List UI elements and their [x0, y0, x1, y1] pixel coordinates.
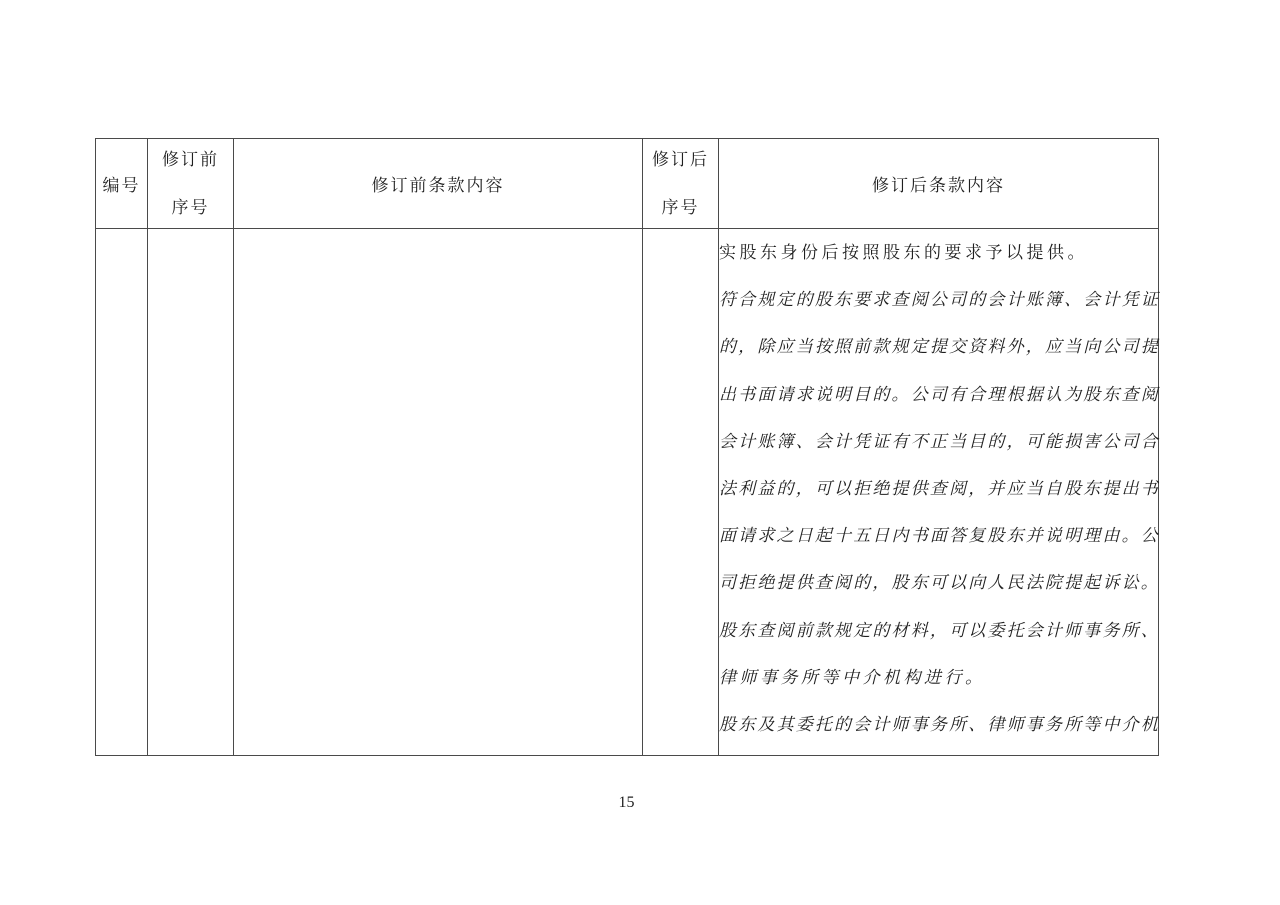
text-line: 股东及其委托的会计师事务所、律师事务所等中介机 — [719, 714, 1158, 734]
header-post-serial — [643, 139, 719, 229]
cell-post-content — [719, 229, 1159, 756]
cell-number — [96, 229, 148, 756]
header-post-serial-stack — [643, 151, 718, 217]
header-post-content-label: 修订后条款内容 — [872, 176, 1005, 195]
table-header-row — [96, 139, 1159, 229]
cell-pre-serial — [148, 229, 234, 756]
cell-pre-content — [234, 229, 643, 756]
cell-post-serial — [643, 229, 719, 756]
page-number: 15 — [618, 794, 635, 811]
text-line: 股东查阅前款规定的材料，可以委托会计师事务所、 — [719, 620, 1158, 640]
header-pre-serial — [148, 139, 234, 229]
text-line: 的，除应当按照前款规定提交资料外，应当向公司提 — [719, 337, 1158, 357]
text-line: 面请求之日起十五日内书面答复股东并说明理由。公 — [719, 526, 1158, 546]
text-line: 律师事务所等中介机构进行。 — [719, 667, 986, 687]
content-paragraph — [719, 701, 1158, 748]
header-number — [96, 139, 148, 229]
content-paragraph — [719, 229, 1158, 276]
text-line: 符合规定的股东要求查阅公司的会计账簿、会计凭证 — [719, 290, 1158, 310]
content-paragraph — [719, 607, 1158, 701]
header-pre-serial-line2: 序号 — [171, 197, 210, 217]
header-pre-content-label: 修订前条款内容 — [371, 176, 505, 195]
header-post-serial-line2: 序号 — [661, 197, 700, 217]
text-line: 实股东身份后按照股东的要求予以提供。 — [719, 243, 1088, 262]
header-pre-serial-line1: 修订前 — [162, 149, 219, 169]
header-pre-serial-stack — [148, 151, 233, 217]
text-line: 出书面请求说明目的。公司有合理根据认为股东查阅 — [719, 384, 1158, 404]
text-line: 会计账簿、会计凭证有不正当目的，可能损害公司合 — [719, 431, 1158, 451]
header-post-serial-line1: 修订后 — [652, 149, 709, 169]
content-paragraph — [719, 276, 1158, 606]
header-pre-content — [234, 139, 643, 229]
header-post-content — [719, 139, 1159, 229]
text-line: 司拒绝提供查阅的，股东可以向人民法院提起诉讼。 — [719, 573, 1158, 593]
text-line: 法利益的，可以拒绝提供查阅，并应当自股东提出书 — [719, 478, 1158, 498]
header-number-label: 编号 — [102, 176, 141, 195]
revision-comparison-table — [95, 138, 1159, 756]
table-body-row — [96, 229, 1159, 756]
